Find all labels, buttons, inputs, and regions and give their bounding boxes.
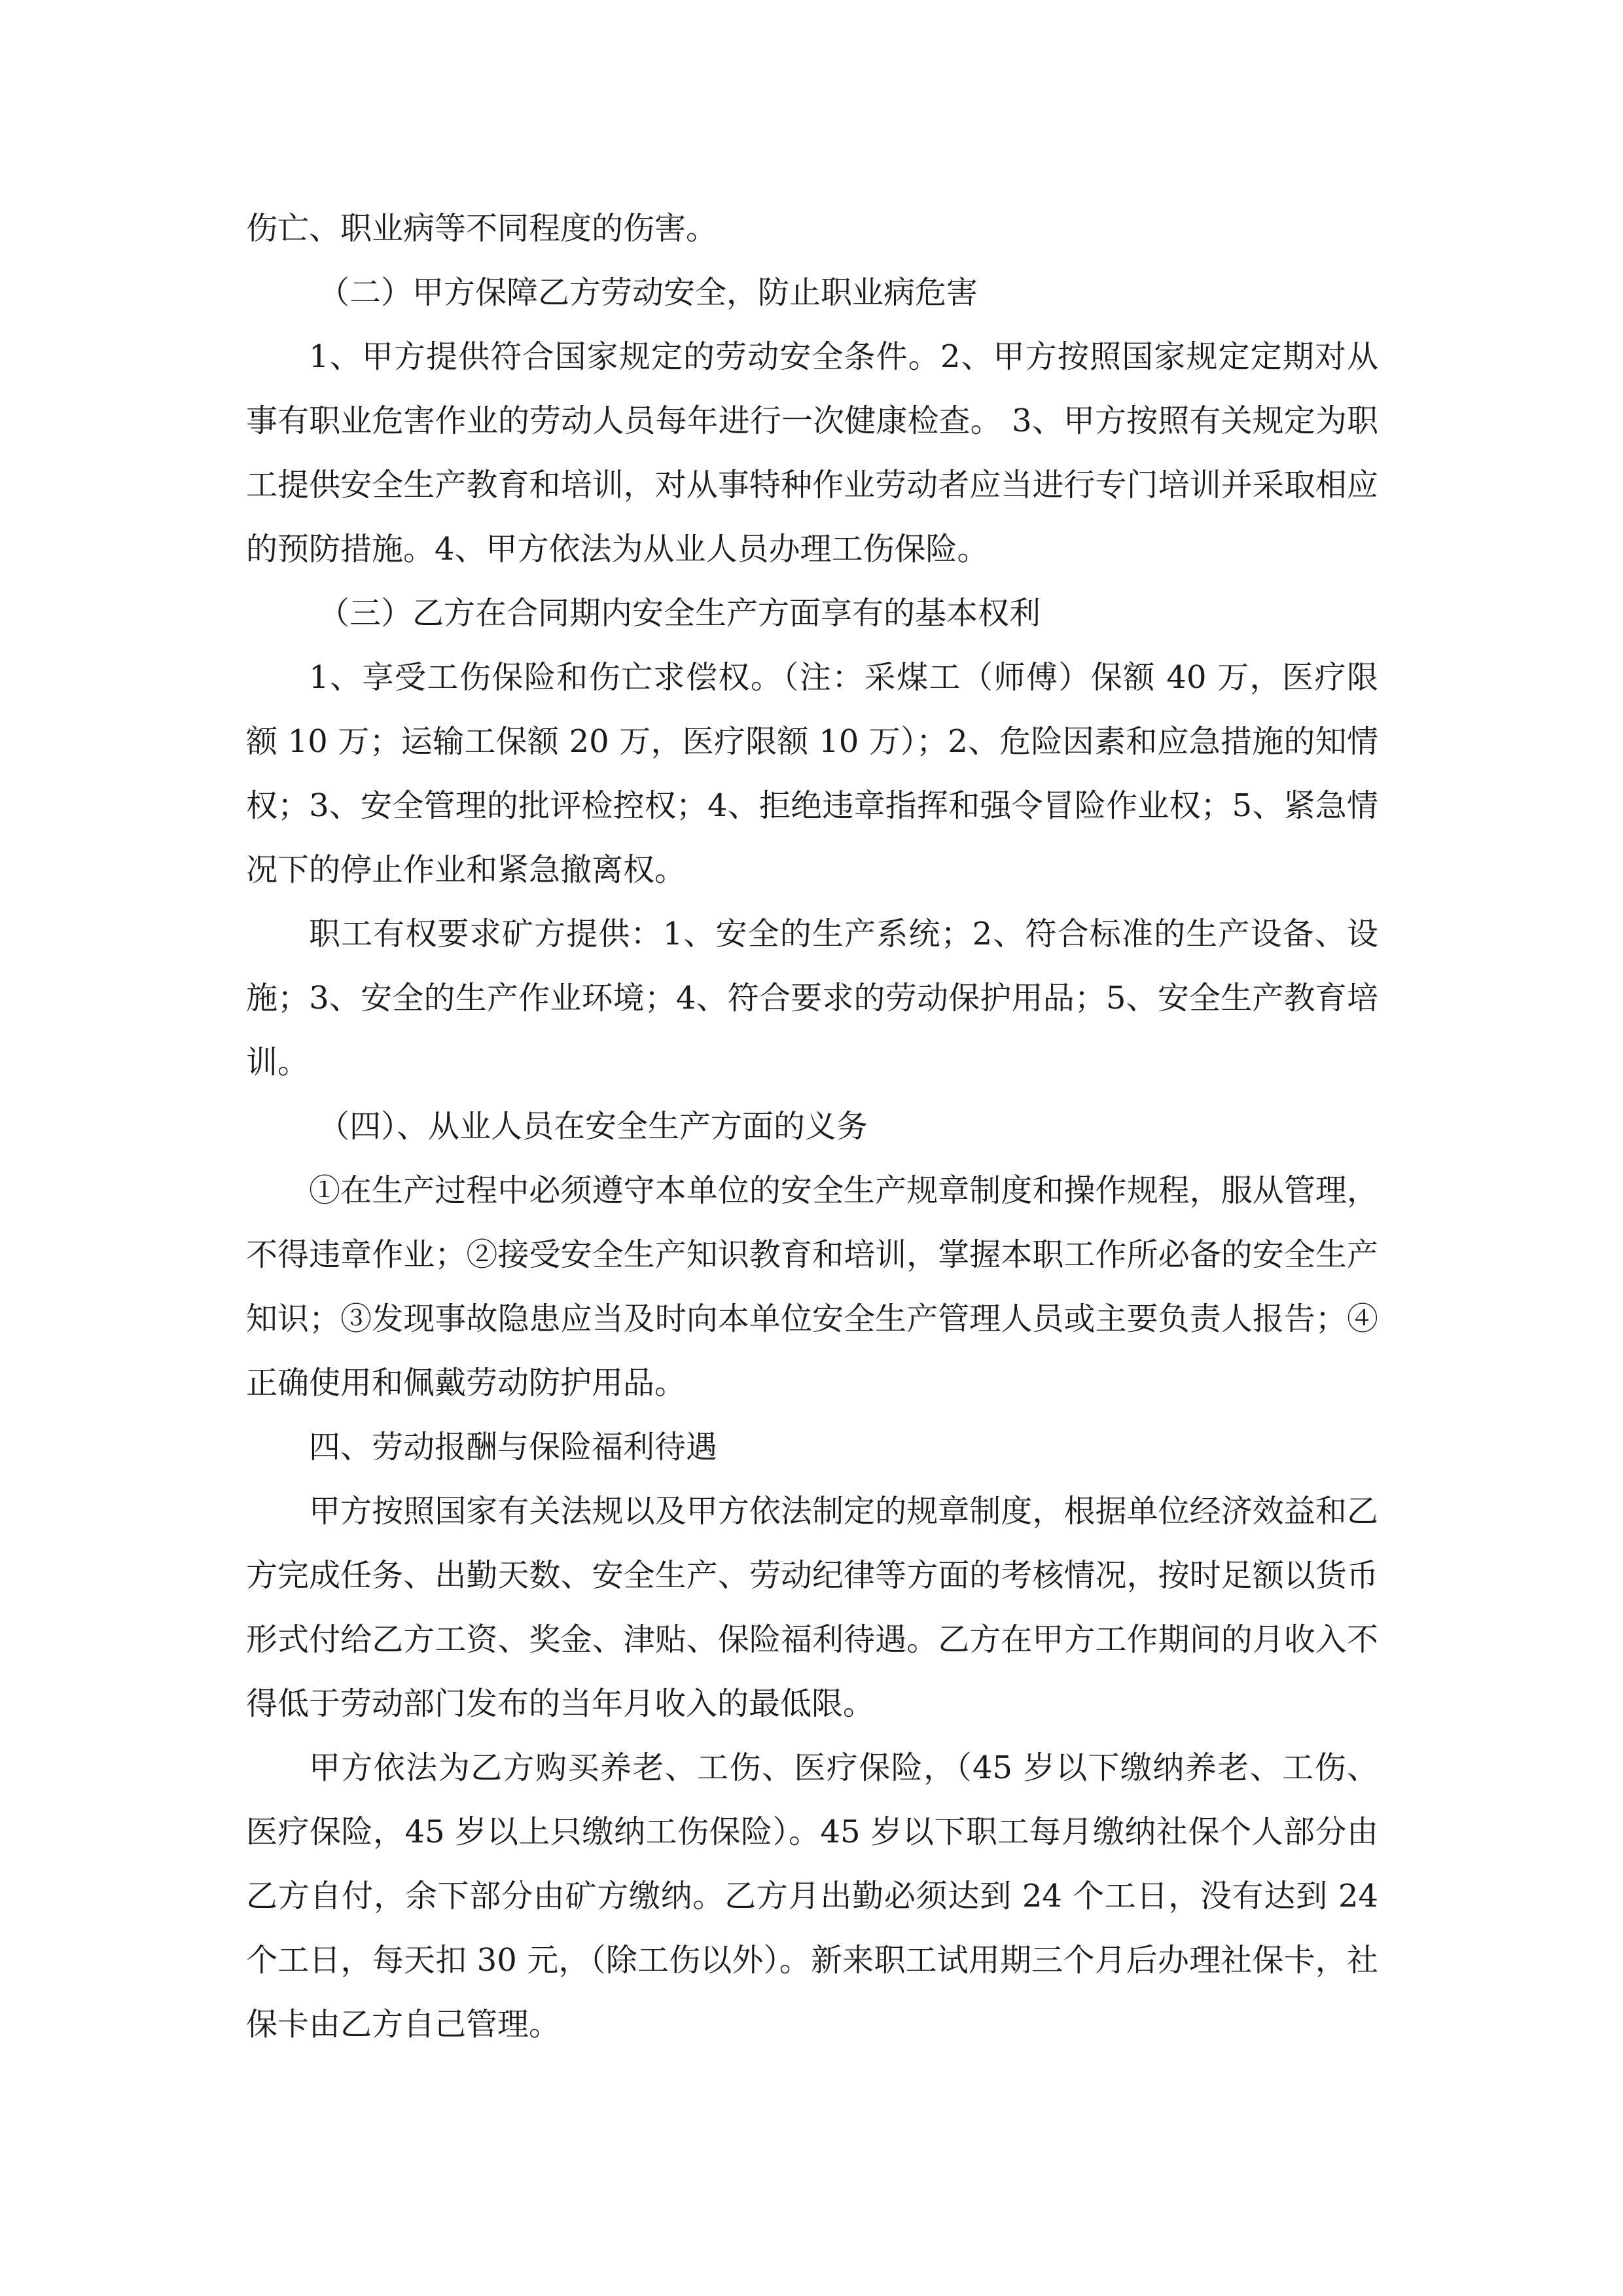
paragraph-continuation: 伤亡、职业病等不同程度的伤害。 <box>246 210 718 247</box>
document-body <box>246 196 1378 2056</box>
paragraph-insurance: 甲方依法为乙方购买养老、工伤、医疗保险，（45 岁以下缴纳养老、工伤、医疗保险，45 岁以上只缴纳工伤保险）。45 岁以下职工每月缴纳社保个人部分由乙方自付，余下部分由矿方缴纳。乙方月出勤必须达到 24 个工日，没有达到 24 个工日，每天扣 30 元，（除工伤以外）。新来职工试用期三个月后办理社保卡，社保卡由乙方自己管理。 <box>246 1749 1378 2043</box>
section-heading-4: （四）、从业人员在安全生产方面的义务 <box>318 1108 868 1145</box>
section-heading-3: （三）乙方在合同期内安全生产方面享有的基本权利 <box>318 595 1041 632</box>
section-heading-2: （二）甲方保障乙方劳动安全，防止职业病危害 <box>318 274 978 311</box>
chapter-heading-compensation: 四、劳动报酬与保险福利待遇 <box>309 1429 718 1465</box>
paragraph-employee-obligations: ①在生产过程中必须遵守本单位的安全生产规章制度和操作规程，服从管理，不得违章作业；②接受安全生产知识教育和培训，掌握本职工作所必备的安全生产知识；③发现事故隐患应当及时向本单位安全生产管理人员或主要负责人报告；④正确使用和佩戴劳动防护用品。 <box>246 1172 1378 1401</box>
paragraph-wages: 甲方按照国家有关法规以及甲方依法制定的规章制度，根据单位经济效益和乙方完成任务、出勤天数、安全生产、劳动纪律等方面的考核情况，按时足额以货币形式付给乙方工资、奖金、津贴、保险福利待遇。乙方在甲方工作期间的月收入不得低于劳动部门发布的当年月收入的最低限。 <box>246 1493 1378 1722</box>
paragraph-employee-rights: 1、享受工伤保险和伤亡求偿权。（注：采煤工（师傅）保额 40 万，医疗限额 10 万；运输工保额 20 万，医疗限额 10 万）；2、危险因素和应急措施的知情权；3、安全管理的批评检控权；4、拒绝违章指挥和强令冒险作业权；5、紧急情况下的停止作业和紧急撤离权。 <box>246 659 1378 888</box>
paragraph-mine-provisions: 职工有权要求矿方提供：1、安全的生产系统；2、符合标准的生产设备、设施；3、安全的生产作业环境；4、符合要求的劳动保护用品；5、安全生产教育培训。 <box>246 916 1378 1081</box>
paragraph-employer-safety-duties: 1、甲方提供符合国家规定的劳动安全条件。2、甲方按照国家规定定期对从事有职业危害作业的劳动人员每年进行一次健康检查。 3、甲方按照有关规定为职工提供安全生产教育和培训，对从事特种作业劳动者应当进行专门培训并采取相应的预防措施。4、甲方依法为从业人员办理工伤保险。 <box>246 338 1378 567</box>
